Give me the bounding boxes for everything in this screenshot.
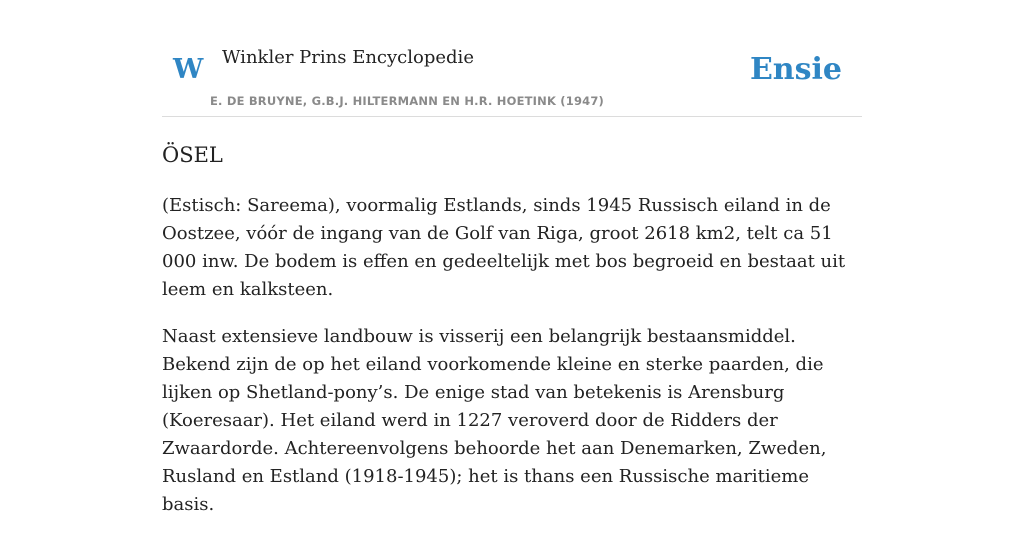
ensie-logo-link[interactable]: Ensie xyxy=(749,52,842,87)
entry-paragraph: Naast extensieve landbouw is visserij een belangrijk bestaansmiddel. Bekend zijn de op het eiland voorkomende kleine en sterke paarden, die lijken op Shetland-pony’s. De enige stad van betekenis is Arensburg (Koeresaar). Het eiland werd in 1227 veroverd door de Ridders der Zwaardorde. Achtereenvolgens behoorde het aan Denemarken, Zweden, Rusland en Estland (1918-1945); het is thans een Russische maritieme basis. xyxy=(162,326,827,515)
source-authors: E. DE BRUYNE, G.B.J. HILTERMANN EN H.R. HOETINK (1947) xyxy=(210,94,605,108)
winkler-prins-logo[interactable]: W xyxy=(173,54,204,85)
entry-paragraph: (Estisch: Sareema), voormalig Estlands, sinds 1945 Russisch eiland in de Oostzee, vóór de ingang van de Golf van Riga, groot 2618 km2, telt ca 51 000 inw. De bodem is effen en gedeeltelijk met bos begroeid en bestaat uit leem en kalksteen. xyxy=(162,195,846,300)
entry-body xyxy=(162,192,862,538)
source-title[interactable]: Winkler Prins Encyclopedie xyxy=(222,47,474,68)
entry-title: ÖSEL xyxy=(162,143,223,167)
header xyxy=(162,0,862,117)
